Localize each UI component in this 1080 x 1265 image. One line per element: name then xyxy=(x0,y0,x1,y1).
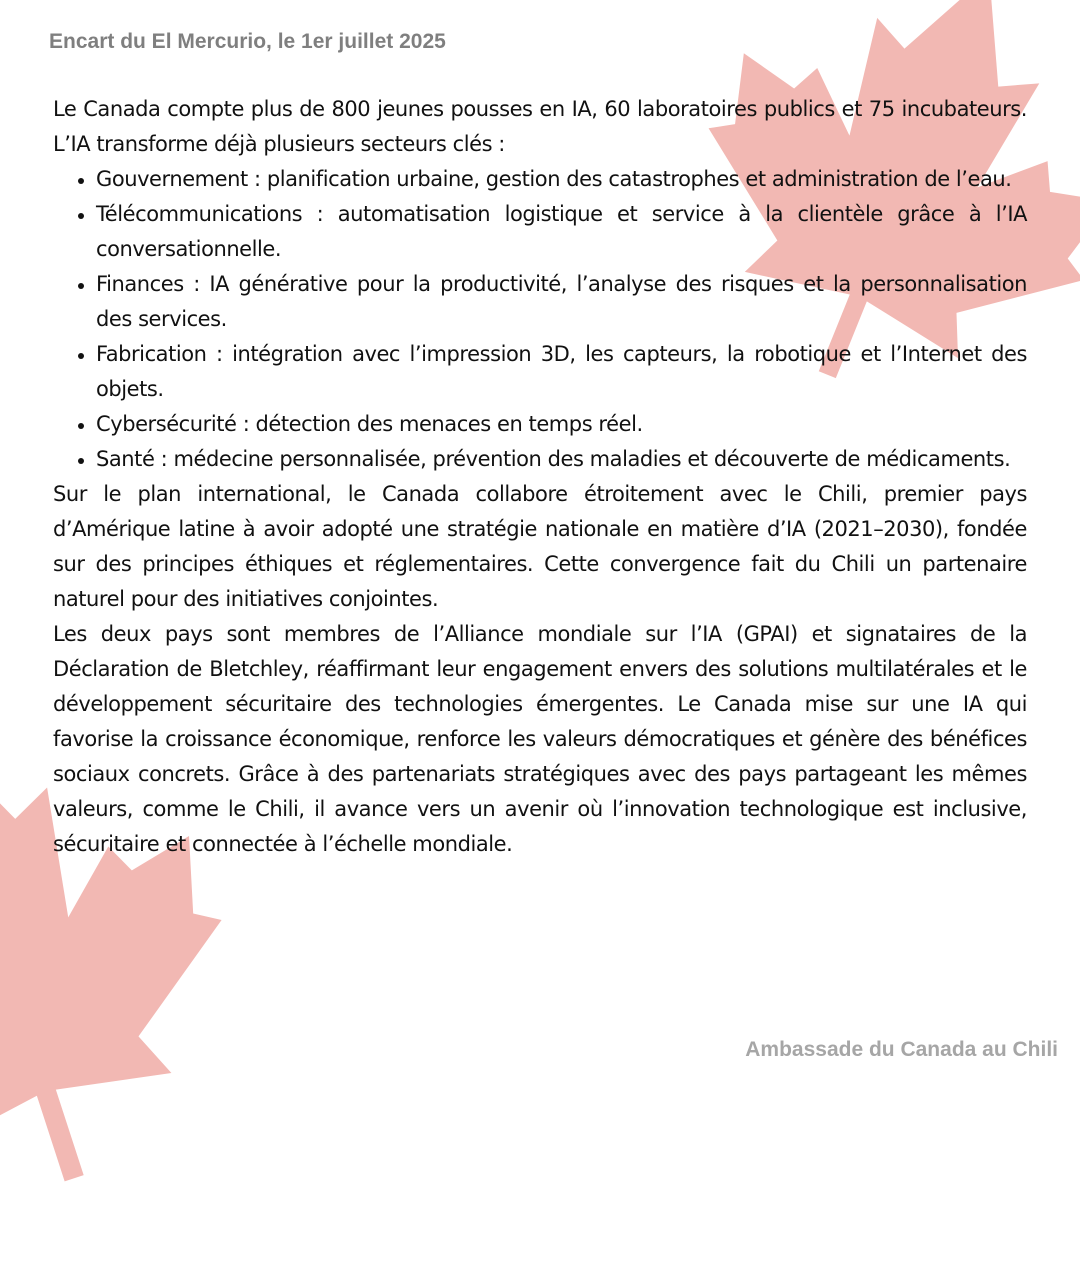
sector-item-manufacturing: • Fabrication : intégration avec l’impression 3D, les capteurs, la robotique et l’Internet des objets. xyxy=(96,337,1027,407)
intro-paragraph: Le Canada compte plus de 800 jeunes pousses en IA, 60 laboratoires publics et 75 incubateurs. L’IA transforme déjà plusieurs secteurs clés : xyxy=(53,97,1027,156)
article-body xyxy=(53,92,1027,862)
sector-list xyxy=(53,162,1027,477)
sector-item-cybersecurity: • Cybersécurité : détection des menaces en temps réel. xyxy=(96,407,1027,442)
footer-signature: Ambassade du Canada au Chili xyxy=(745,1038,1058,1061)
sector-item-finance: • Finances : IA générative pour la productivité, l’analyse des risques et la personnalisation des services. xyxy=(96,267,1027,337)
sector-item-health: • Santé : médecine personnalisée, prévention des maladies et découverte de médicaments. xyxy=(96,442,1027,477)
international-paragraph: Sur le plan international, le Canada collabore étroitement avec le Chili, premier pays d’Amérique latine à avoir adopté une stratégie nationale en matière d’IA (2021–2030), fondée sur des principes éthiques et réglementaires. Cette convergence fait du Chili un partenaire naturel pour des initiatives conjointes. xyxy=(53,482,1027,611)
sector-item-government: • Gouvernement : planification urbaine, gestion des catastrophes et administration de l’eau. xyxy=(96,162,1027,197)
sector-item-telecommunications: • Télécommunications : automatisation logistique et service à la clientèle grâce à l’IA conversationnelle. xyxy=(96,197,1027,267)
page-header: Encart du El Mercurio, le 1er juillet 2025 xyxy=(49,30,446,53)
alliance-paragraph: Les deux pays sont membres de l’Alliance mondiale sur l’IA (GPAI) et signataires de la Déclaration de Bletchley, réaffirmant leur engagement envers des solutions multilatérales et le développement sécuritaire des technologies émergentes. Le Canada mise sur une IA qui favorise la croissance économique, renforce les valeurs démocratiques et génère des bénéfices sociaux concrets. Grâce à des partenariats stratégiques avec des pays partageant les mêmes valeurs, comme le Chili, il avance vers un avenir où l’innovation technologique est inclusive, sécuritaire et connectée à l’échelle mondiale. xyxy=(53,622,1027,856)
